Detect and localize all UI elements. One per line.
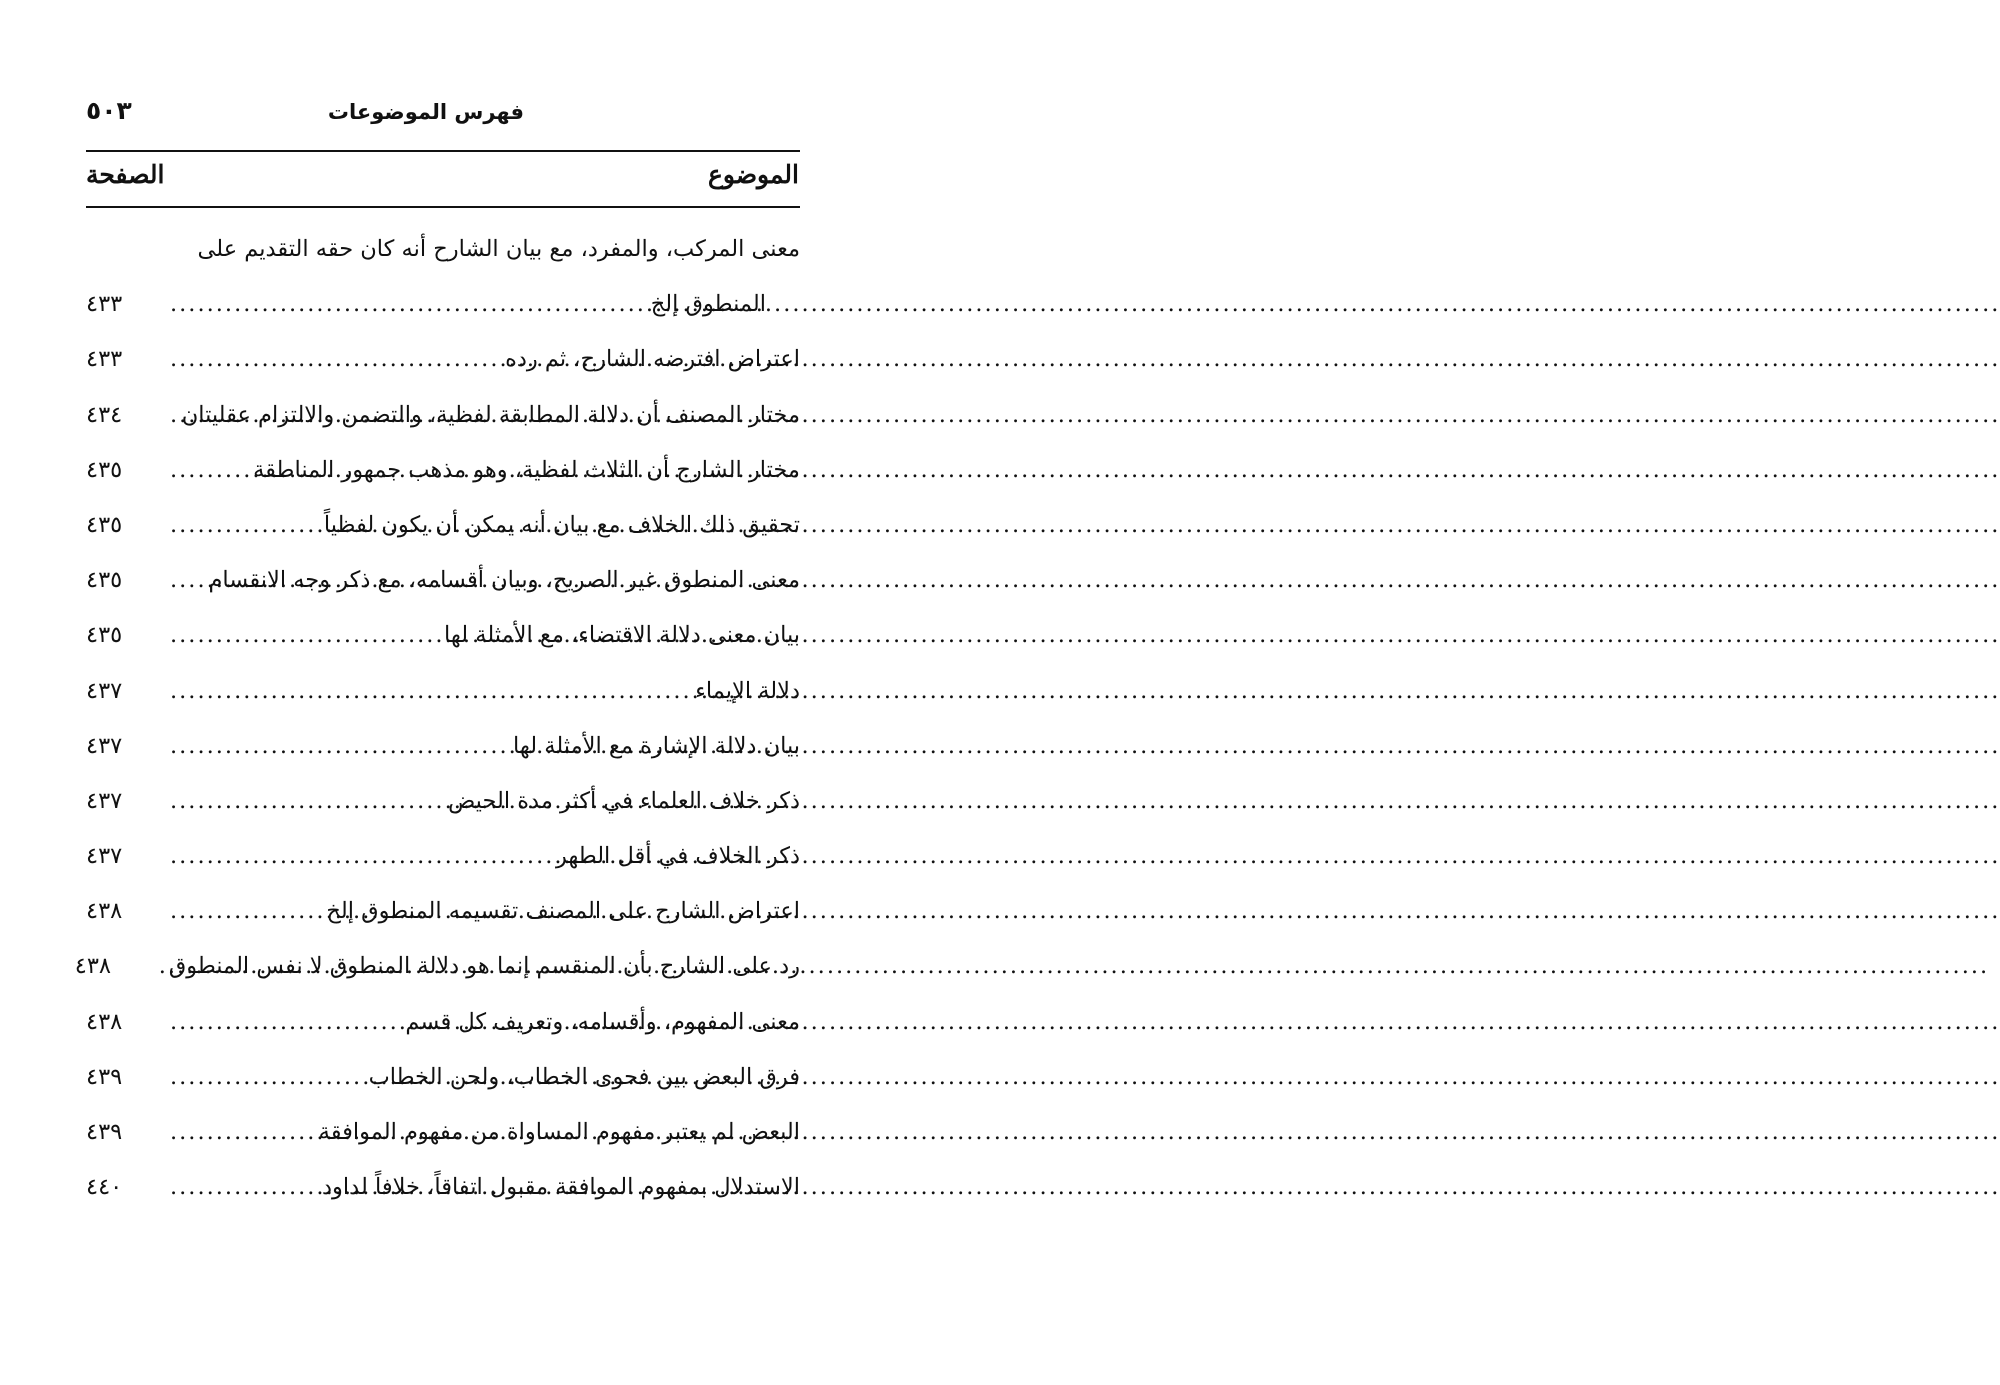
running-title: فهرس الموضوعات [327,100,524,124]
toc-entry-page: ٤٣٤ [86,401,123,428]
toc-entry-page: ٤٣٥ [86,622,123,649]
leader-dots [170,277,651,332]
toc-entry-title: الاستدلال بمفهوم الموافقة مقبول اتفاقاً، خلافاً لداود [322,1174,800,1201]
toc-entry-page: ٤٣٩ [86,1063,123,1090]
leader-dots [170,1160,322,1215]
toc-entry [86,664,800,719]
toc-entry [86,719,800,774]
running-head [86,96,800,136]
toc-entry [86,553,800,608]
toc-entry-title: ذكر خلاف العلماء في أكثر مدة الحيض [448,787,800,814]
toc-entry-page: ٤٣٨ [86,1008,123,1035]
toc-entry-page: ٤٤٠ [86,1174,123,1201]
toc-entry-title: معنى المنطوق غير الصريح، وبيان أقسامه، مع ذكر وجه الانقسام [208,567,800,594]
toc-entry-page: ٤٣٣ [86,291,123,318]
toc-entry-title: بيان معنى دلالة الاقتضاء، مع الأمثلة لها [444,622,800,649]
leader-dots [170,829,556,884]
toc-entry-title: فرق البعض بين فحوى الخطاب، ولحن الخطاب [368,1063,800,1090]
subject-column-header: الموضوع [708,160,799,189]
toc-entry-page: ٤٣٥ [86,456,123,483]
toc-entry-page: ٤٣٧ [86,732,123,759]
toc-entry [86,498,800,553]
page-column-header: الصفحة [86,160,165,189]
toc-entry [86,277,800,332]
leader-dots [170,664,695,719]
toc-entry [86,332,800,387]
toc-entry-title: دلالة الإيماء [695,677,800,704]
toc-entry [86,388,800,443]
toc-entry [74,939,800,994]
leader-dots [159,939,169,994]
toc-entry-page: ٤٣٧ [86,787,123,814]
toc-entry-page: ٤٣٩ [86,1119,123,1145]
toc-entry [86,995,800,1050]
toc-entry-title: معنى المركب، والمفرد، مع بيان الشارح أنه كان حقه التقديم على [197,236,800,262]
header-rule-bottom [86,206,800,208]
toc-entry-page: ٤٣٨ [86,898,123,925]
leader-dots [170,1050,369,1105]
leader-dots [170,608,444,663]
toc-entry-page: ٤٣٥ [86,567,123,594]
leader-dots [170,443,253,498]
toc-entry-page: ٤٣٧ [86,677,123,704]
toc-entry-page: ٤٣٣ [86,346,123,373]
toc-entry-title: ذكر الخلاف في أقل الطهر [555,843,800,870]
leader-dots [170,884,326,939]
leader-dots [170,1105,319,1160]
leader-dots [170,332,505,387]
header-rule-top [86,150,800,152]
toc-entry [86,1160,800,1215]
toc-entry [86,1105,800,1160]
toc-entry-title: مختار الشارح أن الثلاث لفظية، وهو مذهب جمهور المناطقة [253,456,800,483]
toc-entry-continued [86,222,800,277]
toc-entry-title: البعض لم يعتبر مفهوم المساواة من مفهوم الموافقة [318,1119,800,1145]
leader-dots [170,719,513,774]
toc-entry [86,443,800,498]
toc-entry-title: معنى المفهوم، وأقسامه، وتعريف كل قسم [405,1008,800,1035]
toc-entry-title: مختار المصنف أن دلالة المطابقة لفظية، والتضمن والالتزام عقليتان [181,401,800,428]
toc-entry-title: المنطوق إلخ [650,291,766,318]
toc-entry-page: ٤٣٧ [86,843,123,870]
toc-entry [86,608,800,663]
toc-entry [86,774,800,829]
page-number: ٥٠٣ [86,96,132,125]
leader-dots [170,388,182,443]
toc-entry [86,884,800,939]
toc-entry [86,1050,800,1105]
leader-dots [170,498,324,553]
toc-entry-title: اعتراض الشارح على المصنف تقسيمه المنطوق إلخ [326,898,800,925]
toc-entry-page: ٤٣٥ [86,511,123,538]
leader-dots [170,553,208,608]
toc-entry-page: ٤٣٨ [74,953,111,980]
leader-dots [170,774,448,829]
toc-entry [86,829,800,884]
toc-entry-title: تحقيق ذلك الخلاف مع بيان أنه يمكن أن يكون لفظياً [323,511,800,538]
toc-entry-title: رد على الشارح بأن المنقسم إنما هو دلالة المنطوق لا نفس المنطوق [168,953,800,980]
toc-entry-title: بيان دلالة الإشارة مع الأمثلة لها [513,732,800,759]
leader-dots [170,995,405,1050]
book-page [0,0,885,1385]
table-of-contents [74,222,800,1215]
toc-entry-title: اعتراض افترضه الشارح، ثم رده [505,346,800,373]
